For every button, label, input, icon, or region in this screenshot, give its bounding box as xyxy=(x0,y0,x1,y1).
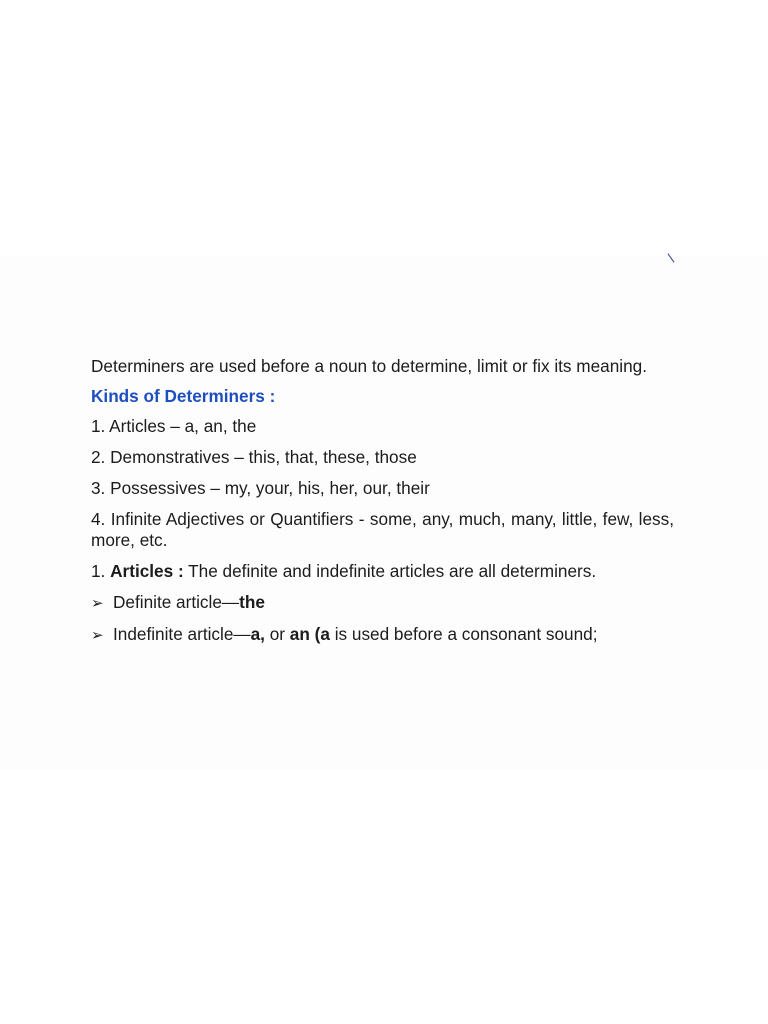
indefinite-or: or xyxy=(269,624,285,644)
document-body xyxy=(91,356,674,656)
arrow-bullet-icon: ➢ xyxy=(91,595,104,612)
articles-label: Articles : xyxy=(110,561,184,581)
definite-article-line xyxy=(91,592,674,614)
indefinite-label: Indefinite article— xyxy=(113,624,251,644)
indefinite-paren: ( xyxy=(314,624,321,644)
articles-text: The definite and indefinite articles are all determiners. xyxy=(188,561,597,581)
kind-item-possessives: 3. Possessives – my, your, his, her, our, their xyxy=(91,478,430,498)
articles-definition xyxy=(91,561,674,582)
definite-value: the xyxy=(239,592,265,612)
arrow-bullet-icon: ➢ xyxy=(91,627,104,644)
indefinite-an: an xyxy=(289,624,310,644)
stray-ink-mark: \ xyxy=(666,249,676,267)
definite-label: Definite article— xyxy=(113,592,240,612)
kind-item-quantifiers: 4. Infinite Adjectives or Quantifiers - some, any, much, many, little, few, less, more, etc. xyxy=(91,509,674,550)
section-heading: Kinds of Determiners : xyxy=(91,386,276,406)
indefinite-a: a, xyxy=(250,624,265,644)
articles-number: 1. xyxy=(91,561,106,581)
indefinite-rest: is used before a consonant sound; xyxy=(334,624,598,644)
kind-item-demonstratives: 2. Demonstratives – this, that, these, those xyxy=(91,447,417,467)
kind-item-articles: 1. Articles – a, an, the xyxy=(91,416,257,436)
indefinite-article-line xyxy=(91,624,674,646)
intro-paragraph: Determiners are used before a noun to determine, limit or fix its meaning. xyxy=(91,356,647,376)
indefinite-a2: a xyxy=(320,624,330,644)
